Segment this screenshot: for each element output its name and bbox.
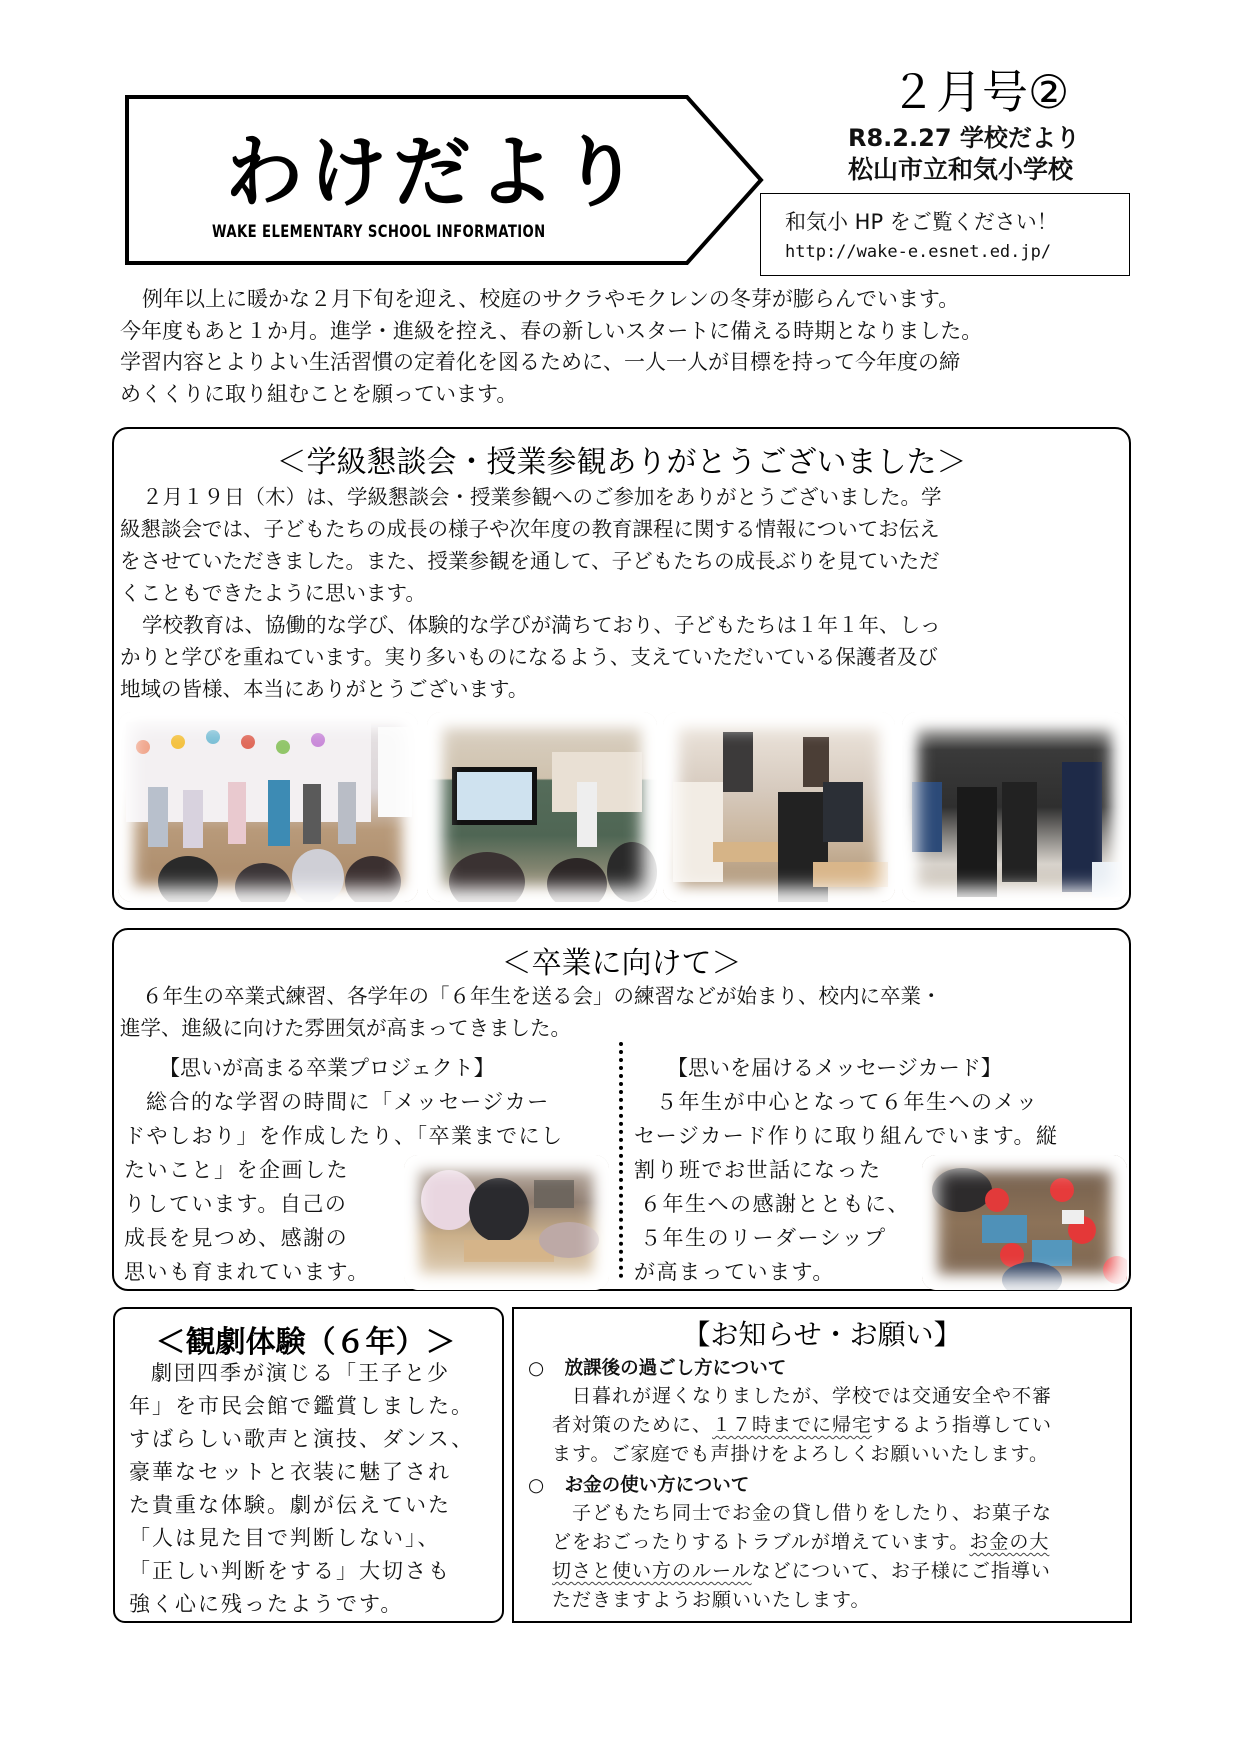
body-line: セージカード作りに取り組んでいます。縦 xyxy=(634,1124,1059,1148)
circle-bullet-icon: ○ xyxy=(528,1358,545,1379)
intro-line: 例年以上に暖かな２月下旬を迎え、校庭のサクラやモクレンの冬芽が膨らんでいます。 xyxy=(142,287,960,311)
body-line xyxy=(552,1557,1052,1586)
emphasized-text: 切さと使い方のルール xyxy=(552,1560,752,1582)
body-line: 進学、進級に向けた雰囲気が高まってきました。 xyxy=(120,1016,571,1040)
text-fragment: などについて、お子様にご指導い xyxy=(751,1560,1051,1582)
homepage-box xyxy=(760,193,1130,276)
body-line: 豪華なセットと衣装に魅了され xyxy=(129,1460,451,1484)
section-body xyxy=(120,980,1125,1044)
photo-parents-observing xyxy=(902,712,1127,902)
body-line: 年」を市民会館で鑑賞しました。 xyxy=(129,1394,474,1418)
notice-heading-text: お金の使い方について xyxy=(564,1475,750,1496)
intro-line: 今年度もあと１か月。進学・進級を控え、春の新しいスタートに備える時期となりました。 xyxy=(120,318,983,343)
photo-message-card xyxy=(922,1155,1127,1290)
text-fragment: どをおごったりするトラブルが増えています。 xyxy=(552,1531,970,1553)
body-line: 「正しい判断をする」大切さも xyxy=(129,1559,451,1583)
body-line: 「人は見た目で判断しない」、 xyxy=(129,1526,441,1550)
students-on-floor-image xyxy=(922,1155,1127,1290)
subheading-message-card: 【思いを届けるメッセージカード】 xyxy=(667,1056,1002,1080)
notice-heading-text: 放課後の過ごし方について xyxy=(564,1358,787,1379)
body-line: 級懇談会では、子どもたちの成長の様子や次年度の教育課程に関する情報についてお伝え xyxy=(120,517,940,541)
notice-body-money xyxy=(552,1499,1052,1615)
photo-students-at-desks xyxy=(663,712,895,902)
column-divider xyxy=(619,1042,623,1278)
body-line: 割り班でお世話になった xyxy=(634,1158,882,1182)
issue-number: ２月号② xyxy=(890,65,1070,119)
body-line: くこともできたように思います。 xyxy=(120,581,426,605)
emphasized-text: １７時までに帰宅 xyxy=(712,1414,873,1436)
body-line: 強く心に残ったようです。 xyxy=(129,1592,404,1616)
notice-body-after-school xyxy=(552,1382,1052,1469)
section-theater-experience xyxy=(113,1307,504,1623)
photo-graduation-project xyxy=(404,1155,609,1290)
school-name: 松山市立和気小学校 xyxy=(848,155,1074,184)
body-line: ５年生が中心となって６年生へのメッ xyxy=(656,1090,1039,1114)
body-line: 思いも育まれています。 xyxy=(124,1260,370,1284)
body-line: 日暮れが遅くなりましたが、学校では交通安全や不審 xyxy=(572,1385,1053,1407)
circle-bullet-icon: ○ xyxy=(528,1475,545,1496)
body-line: すばらしい歌声と演技、ダンス、 xyxy=(129,1427,475,1451)
notice-heading-money xyxy=(528,1471,749,1497)
body-line: 総合的な学習の時間に「メッセージカー xyxy=(146,1090,550,1114)
intro-paragraph xyxy=(120,284,1120,410)
homepage-link[interactable]: http://wake-e.esnet.ed.jp/ xyxy=(785,242,1052,262)
section-title: 【お知らせ・お願い】 xyxy=(682,1318,962,1351)
section-thanks-open-class xyxy=(112,427,1131,910)
section-title: ＜学級懇談会・授業参観ありがとうございました＞ xyxy=(276,445,967,480)
intro-line: めくくりに取り組むことを願っています。 xyxy=(120,381,518,406)
body-line: 地域の皆様、本当にありがとうございます。 xyxy=(120,677,529,701)
section-title: ＜卒業に向けて＞ xyxy=(501,946,742,981)
body-line: ６年生への感謝とともに、 xyxy=(640,1192,910,1216)
section-body xyxy=(129,1357,474,1621)
body-line xyxy=(552,1411,1052,1440)
notice-heading-after-school xyxy=(528,1354,786,1380)
body-line: が高まっています。 xyxy=(634,1260,835,1284)
section-title: ＜観劇体験（６年）＞ xyxy=(155,1325,456,1360)
classroom-screen-image xyxy=(427,712,657,902)
body-line: ６年生の卒業式練習、各学年の「６年生を送る会」の練習などが始まり、校内に卒業・ xyxy=(142,984,942,1008)
body-line: ドやしおり」を作成したり、「卒業までにし xyxy=(124,1124,564,1148)
children-presenting-image xyxy=(118,712,418,902)
body-line: 成長を見つめ、感謝の xyxy=(124,1226,349,1250)
intro-line: 学習内容とよりよい生活習慣の定着化を図るために、一人一人が目標を持って今年度の締 xyxy=(120,350,960,374)
photo-classroom-screen xyxy=(427,712,657,902)
issue-date: R8.2.27 学校だより xyxy=(848,124,1080,152)
text-fragment: 者対策のために、 xyxy=(552,1414,713,1436)
text-fragment: するよう指導してい xyxy=(872,1414,1053,1436)
body-line: かりと学びを重ねています。実り多いものになるよう、支えていただいている保護者及び xyxy=(120,645,938,669)
body-line xyxy=(552,1528,1052,1557)
students-making-cards-image xyxy=(404,1155,609,1290)
body-line: ５年生のリーダーシップ xyxy=(640,1226,887,1250)
body-line: りしています。自己の xyxy=(124,1192,348,1216)
body-line: 子どもたち同士でお金の貸し借りをしたり、お菓子な xyxy=(572,1502,1053,1524)
parents-observing-image xyxy=(902,712,1127,902)
section-graduation xyxy=(112,928,1131,1291)
photo-children-presenting xyxy=(118,712,418,902)
body-line: ２月１９日（木）は、学級懇談会・授業参観へのご参加をありがとうございました。学 xyxy=(142,485,942,509)
emphasized-text: お金の大 xyxy=(969,1531,1050,1553)
body-line: 劇団四季が演じる「王子と少 xyxy=(151,1361,450,1385)
body-line: 学校教育は、協働的な学び、体験的な学びが満ちており、子どもたちは１年１年、しっ xyxy=(142,613,941,637)
newsletter-subtitle: WAKE ELEMENTARY SCHOOL INFORMATION xyxy=(212,222,546,241)
body-line: ただきますようお願いいたします。 xyxy=(552,1589,871,1611)
subheading-graduation-project: 【思いが高まる卒業プロジェクト】 xyxy=(159,1056,495,1080)
body-line: をさせていただきました。また、授業参観を通して、子どもたちの成長ぶりを見ていただ xyxy=(120,549,940,573)
newsletter-title: わけだより xyxy=(225,128,646,218)
body-line: たいこと」を企画した xyxy=(124,1158,349,1182)
body-line: た貴重な体験。劇が伝えていた xyxy=(129,1493,451,1517)
homepage-label: 和気小 HP をご覧ください！ xyxy=(785,210,1058,234)
body-line: ます。ご家庭でも声掛けをよろしくお願いいたします。 xyxy=(552,1443,1049,1465)
students-at-desks-image xyxy=(663,712,895,902)
section-body xyxy=(120,481,1125,705)
section-notices xyxy=(512,1307,1132,1623)
